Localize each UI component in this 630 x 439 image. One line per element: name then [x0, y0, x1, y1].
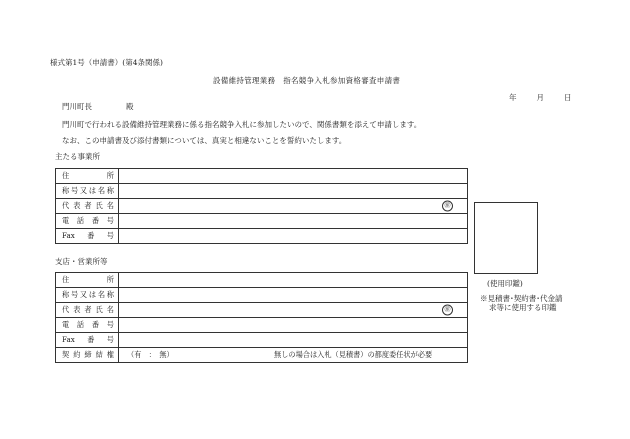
- main-company-name-row: [56, 184, 468, 199]
- main-company-name-label: 称号又は名称: [56, 184, 119, 199]
- main-phone-row: [56, 214, 468, 229]
- date-year: 年: [509, 93, 517, 102]
- branch-address-field[interactable]: [119, 273, 468, 288]
- addressee-honorific: 殿: [126, 102, 134, 111]
- branch-office-table: [55, 272, 468, 363]
- seal-mark-icon: ㊞: [442, 305, 453, 316]
- main-representative-row: [56, 199, 468, 214]
- branch-address-label: 住所: [56, 273, 119, 288]
- application-statement: 門川町で行われる設備維持管理業務に係る指名競争入札に参加したいので、関係書類を添えて申請します。: [62, 120, 422, 129]
- pledge-statement: なお、この申請書及び添付書類については、真実と相違ないことを誓約いたします。: [62, 136, 347, 145]
- contract-authority-label: 契約締結権: [56, 348, 119, 363]
- contract-authority-options[interactable]: （有 ： 無）: [127, 350, 174, 359]
- branch-phone-row: [56, 318, 468, 333]
- contract-authority-row: [56, 348, 468, 363]
- branch-phone-field[interactable]: [119, 318, 468, 333]
- branch-fax-label: Fax番号: [56, 333, 119, 348]
- branch-company-name-field[interactable]: [119, 288, 468, 303]
- branch-company-name-row: [56, 288, 468, 303]
- addressee-name: 門川町長: [62, 102, 92, 111]
- contract-authority-note: 無しの場合は入札（見積書）の都度委任状が必要: [274, 350, 433, 359]
- branch-phone-label: 電話番号: [56, 318, 119, 333]
- main-office-heading: 主たる事業所: [55, 152, 100, 161]
- seal-note-line2: 求等に使用する印鑑: [489, 303, 557, 313]
- branch-fax-row: [56, 333, 468, 348]
- main-representative-label: 代表者氏名: [56, 199, 119, 214]
- seal-caption: (使用印鑑): [487, 279, 523, 288]
- main-address-label: 住所: [56, 169, 119, 184]
- date-day: 日: [564, 93, 572, 102]
- main-address-row: [56, 169, 468, 184]
- main-representative-field[interactable]: [119, 199, 468, 214]
- main-fax-row: [56, 229, 468, 244]
- branch-representative-label: 代表者氏名: [56, 303, 119, 318]
- document-title: 設備維持管理業務 指名競争入札参加資格審査申請書: [213, 76, 401, 85]
- main-office-table: [55, 168, 468, 244]
- seal-note: [480, 294, 563, 313]
- branch-office-heading: 支店・営業所等: [55, 257, 108, 266]
- seal-mark-icon: ㊞: [442, 201, 453, 212]
- branch-representative-row: [56, 303, 468, 318]
- main-address-field[interactable]: [119, 169, 468, 184]
- date-month: 月: [536, 93, 544, 102]
- branch-fax-field[interactable]: [119, 333, 468, 348]
- form-number: 様式第1号（申請書）(第4条関係): [50, 58, 163, 67]
- branch-company-name-label: 称号又は名称: [56, 288, 119, 303]
- main-company-name-field[interactable]: [119, 184, 468, 199]
- seal-impression-box[interactable]: [474, 202, 538, 274]
- branch-address-row: [56, 273, 468, 288]
- seal-note-line1: ※見積書･契約書･代金請: [480, 294, 563, 303]
- main-phone-field[interactable]: [119, 214, 468, 229]
- contract-authority-field[interactable]: [119, 348, 468, 363]
- main-fax-field[interactable]: [119, 229, 468, 244]
- branch-representative-field[interactable]: [119, 303, 468, 318]
- main-phone-label: 電話番号: [56, 214, 119, 229]
- addressee: [62, 103, 134, 111]
- date-line: [509, 94, 572, 102]
- main-fax-label: Fax番号: [56, 229, 119, 244]
